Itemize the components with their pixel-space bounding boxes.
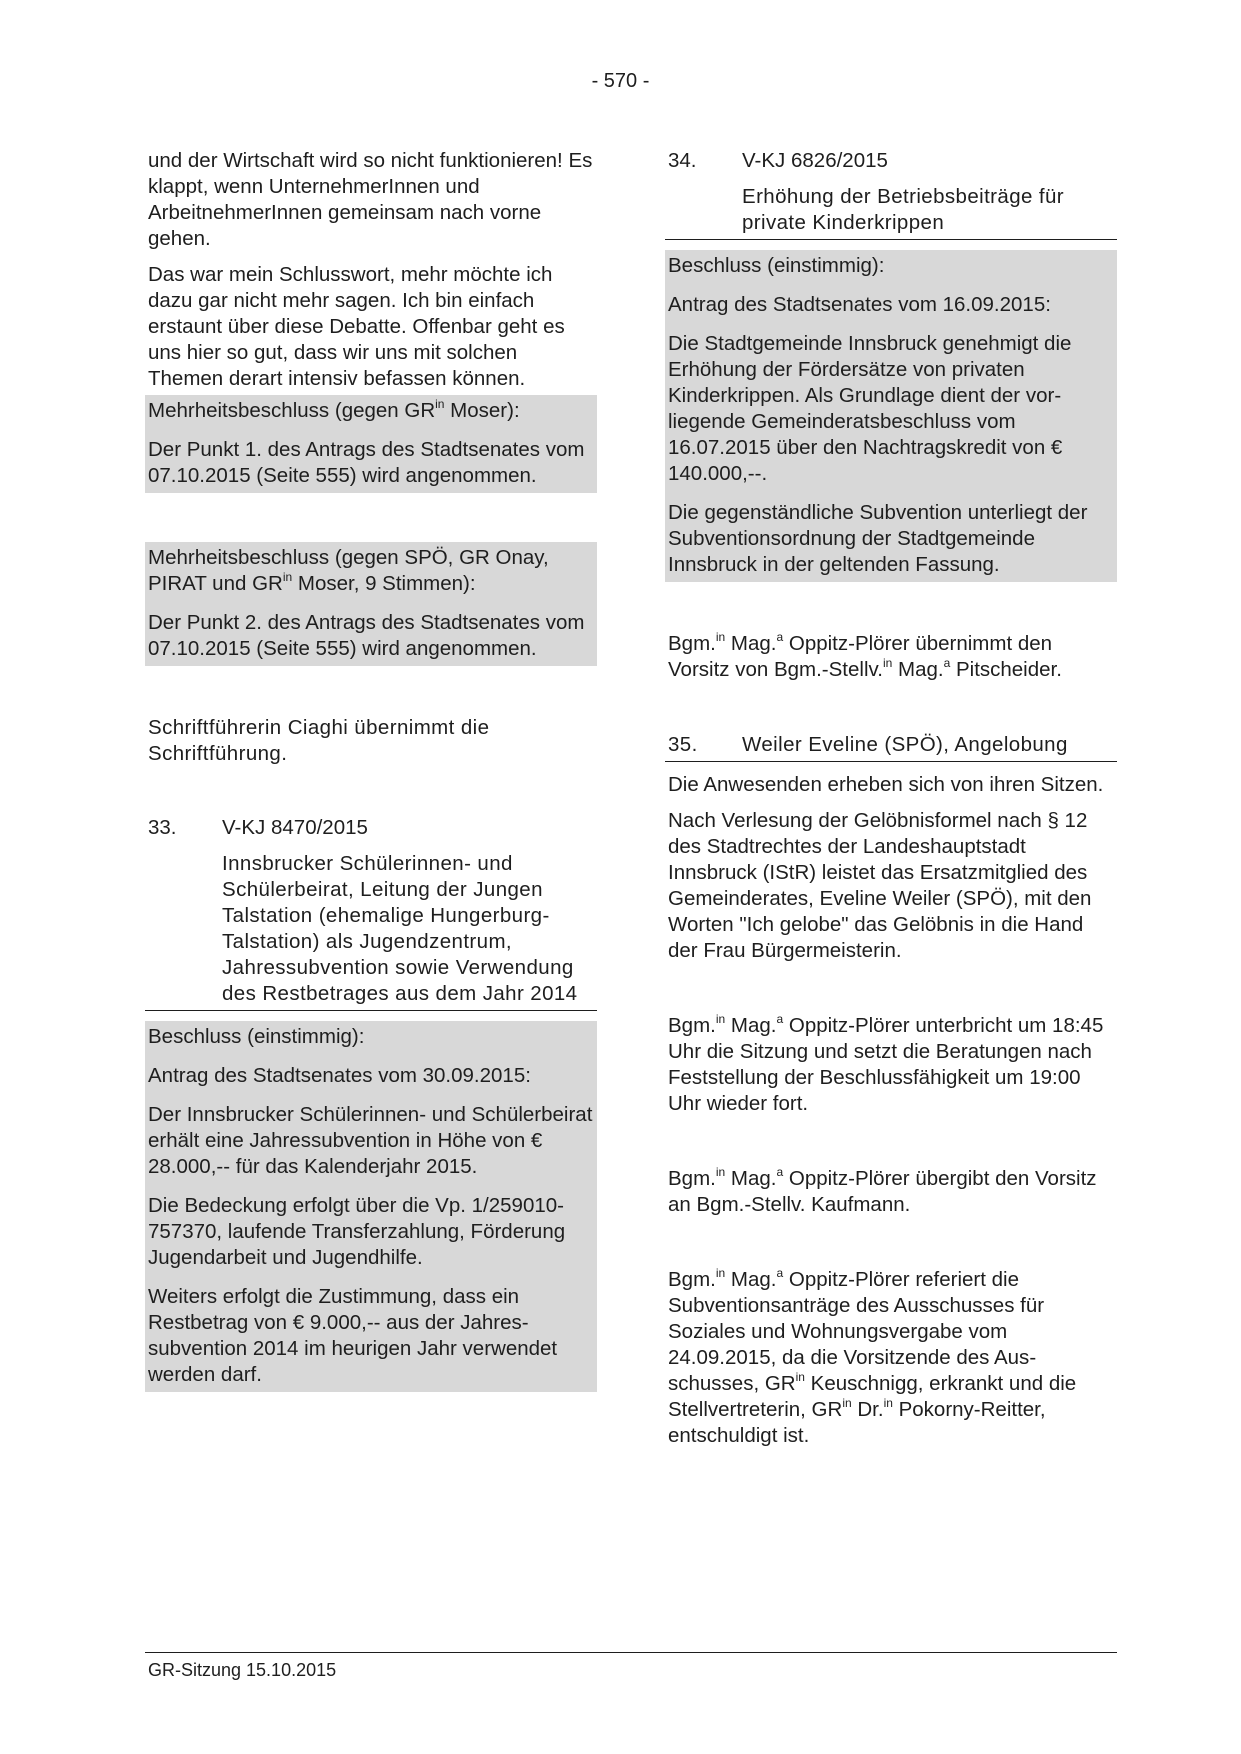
resolution-heading: Mehrheitsbeschluss (gegen $GR^{in}$ Moser): [148,397,520,422]
page-number: - 570 - [591,70,650,92]
paragraph-schriftfuehrung: Schriftführerin Ciaghi übernimmt die Schriftführung. [148,716,490,765]
agenda-item-ref: V-KJ 6826/2015 [742,149,888,172]
agenda-item-33 [145,815,597,1011]
resolution-text: Weiters erfolgt die Zustimmung, dass ein Restbetrag von € 9.000,-- aus der Jahressubvention 2014 im heurigen Jahr verwendet werden darf. [148,1285,558,1386]
paragraph-continuation: und der Wirtschaft wird so nicht funktionieren! Es klappt, wenn UnternehmerInnen und ArbeitnehmerInnen gemeinsam nach vorne gehen. [148,149,593,250]
resolution-block-2 [145,542,597,666]
paragraph-unterbrechung: Bgm.$^{in}$ Mag.$^a$ Oppitz-Plörer unterbricht um 18:45 Uhr die Sitzung und setzt die Beratungen nach Feststellung der Beschlussfähigkeit um 19:00 Uhr wieder fort. [668,1012,1104,1115]
resolution-text: Die gegenständliche Subvention unterliegt der Subventionsordnung der Stadtgemeinde Innsbruck in der geltenden Fassung. [668,501,1088,576]
agenda-item-ref: V-KJ 8470/2015 [222,816,368,839]
resolution-text: Die Stadtgemeinde Innsbruck genehmigt die Erhöhung der Fördersätze von privaten Kinderkrippen. Als Grundlage dient der vorliegende Gemeinderatsbeschluss vom 16.07.2015 über den Nachtragskredit von € 140.000,--. [668,332,1072,485]
agenda-item-number: 35. [668,733,698,756]
paragraph-anwesende: Die Anwesenden erheben sich von ihren Sitzen. [668,773,1104,796]
agenda-item-title: Innsbrucker Schülerinnen- und Schülerbeirat, Leitung der Jungen Talstation (ehemalige Hungerburg-Talstation) als Jugendzentrum, Jahressubvention sowie Verwendung des Restbetrages aus dem Jahr 2014 [222,852,578,1005]
resolution-block-3 [145,1021,597,1392]
agenda-item-title: Erhöhung der Betriebsbeiträge für private Kinderkrippen [742,185,1065,234]
right-column [665,148,1117,1449]
paragraph-vorsitz-uebergabe: Bgm.$^{in}$ Mag.$^a$ Oppitz-Plörer übergibt den Vorsitz an Bgm.-Stellv. Kaufmann. [668,1165,1097,1216]
resolution-text: Der Innsbrucker Schülerinnen- und Schülerbeirat erhält eine Jahressubvention in Höhe von € 28.000,-- für das Kalenderjahr 2015. [148,1103,593,1178]
paragraph-schlusswort: Das war mein Schlusswort, mehr möchte ich dazu gar nicht mehr sagen. Ich bin einfach erstaunt über diese Debatte. Offenbar geht es uns hier so gut, dass wir uns mit solchen Themen derart intensiv befassen können. [148,263,565,390]
paragraph-angelobung: Nach Verlesung der Gelöbnisformel nach § 12 des Stadtrechtes der Landeshauptstadt Innsbruck (IStR) leistet das Ersatzmitglied des Gemeinderates, Eveline Weiler (SPÖ), mit den Worten "Ich gelobe" das Gelöbnis in die Hand der Frau Bürgermeisterin. [668,809,1092,962]
resolution-heading: Mehrheitsbeschluss (gegen SPÖ, GR Onay, PIRAT und $GR^{in}$ Moser, 9 Stimmen): [148,546,549,595]
resolution-text: Der Punkt 2. des Antrags des Stadtsenates vom 07.10.2015 (Seite 555) wird angenommen. [148,611,585,660]
paragraph-vorsitz-uebernahme: Bgm.$^{in}$ Mag.$^a$ Oppitz-Plörer übernimmt den Vorsitz von Bgm.-Stellv.$^{in}$ Mag.$^a$ Pitscheider. [668,630,1062,681]
agenda-item-number: 34. [668,149,697,172]
agenda-item-number: 33. [148,816,177,839]
resolution-heading: Beschluss (einstimmig): [668,254,885,277]
agenda-item-34 [665,148,1117,240]
paragraph-referat: Bgm.$^{in}$ Mag.$^a$ Oppitz-Plörer referiert die Subventionsanträge des Ausschusses für Soziales und Wohnungsvergabe vom 24.09.2015, da die Vorsitzende des Ausschusses, $GR^{in}$ Keuschnigg, erkrankt und die Stellvertreterin, $GR^{in}$ Dr.$^{in}$ Pokorny-Reitter, entschuldigt ist. [668,1266,1077,1447]
resolution-heading: Beschluss (einstimmig): [148,1025,365,1048]
footer-divider [145,1652,1117,1653]
motion-date: Antrag des Stadtsenates vom 16.09.2015: [668,293,1051,316]
left-column [145,148,597,1392]
resolution-text: Die Bedeckung erfolgt über die Vp. 1/259010-757370, laufende Transferzahlung, Förderung Jugendarbeit und Jugendhilfe. [148,1194,566,1269]
motion-date: Antrag des Stadtsenates vom 30.09.2015: [148,1064,531,1087]
resolution-block-1 [145,395,597,493]
resolution-block-4 [665,250,1117,582]
agenda-item-title: Weiler Eveline (SPÖ), Angelobung [742,733,1068,756]
resolution-text: Der Punkt 1. des Antrags des Stadtsenates vom 07.10.2015 (Seite 555) wird angenommen. [148,438,585,487]
agenda-item-35 [665,732,1117,762]
footer-session-date: GR-Sitzung 15.10.2015 [148,1660,337,1680]
